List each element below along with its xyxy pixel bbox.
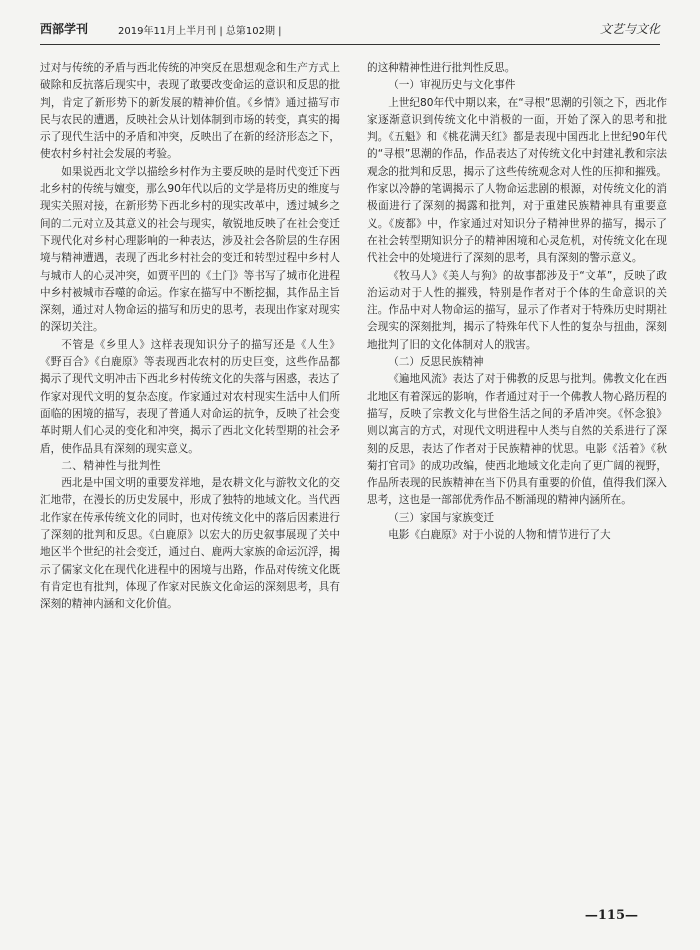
running-header: [40, 20, 660, 45]
page-number: —115—: [584, 908, 638, 923]
paragraph: 不管是《乡里人》这样表现知识分子的描写还是《人生》《野百合》《白鹿原》等表现西北农村的历史巨变，这些作品都揭示了现代文明冲击下西北乡村传统文化的失落与困惑，表达了作家对现代文明的复杂态度。作家通过对农村现实生活中人们所面临的困境的描写，表现了普通人对命运的抗争，反映了社会变革时期人们心灵的变化和冲突，揭示了西北文化转型期的社会矛盾，使作品具有深刻的现实意义。: [40, 338, 340, 455]
right-column: [367, 60, 667, 544]
section-heading: 二、精神性与批判性: [61, 459, 162, 472]
left-column: [40, 60, 340, 614]
paragraph: 的这种精神性进行批判性反思。: [367, 62, 516, 74]
subsection-heading: （二）反思民族精神: [388, 356, 484, 369]
paragraph: 过对与传统的矛盾与西北传统的冲突反在思想观念和生产方式上破除和反抗落后现实中，表现了敢要改变命运的意识和反思的批判，肯定了新形势下的新发展的精神价值。《乡情》通过描写市民与农民的遭遇，反映社会从计划体制到市场的转变，真实的揭示了现代生活中的矛盾和冲突，反映出了在新的经济形态之下，使农村乡村社会发展的考验。: [40, 62, 340, 161]
journal-logo: 西部学刊: [40, 22, 89, 36]
paragraph: 如果说西北文学以描绘乡村作为主要反映的是时代变迁下西北乡村的传统与嬗变，那么90年代以后的文学是将历史的维度与现实关照对接，在新形势下西北乡村的现实改革中，透过城乡之间的二元对立及其意义的社会与现实，敏锐地反映了在社会变迁下现代化对乡村心理影响的一种表达，涉及社会各阶层的生存困境与精神遭遇，表现了西北乡村社会的变迁和转型过程中乡村人与城市人的心灵冲突，如贾平凹的《土门》等书写了城市化进程中乡村被城市吞噬的命运。作家在描写中不断挖掘，其作品主旨深刻，通过对人物命运的描写和历史的思考，表现出作家对现实的深切关注。: [40, 165, 340, 334]
paragraph: 《遍地风流》表达了对于佛教的反思与批判。佛教文化在西北地区有着深远的影响，作者通过对于一个佛教人物心路历程的描写，反映了宗教文化与世俗生活之间的矛盾冲突。《怀念狼》则以寓言的方式，对现代文明进程中人类与自然的关系进行了深刻的反思，表达了作者对于民族精神的忧思。电影《活着》《秋菊打官司》的成功改编，使西北地域文化走向了更广阔的视野，作品所表现的民族精神在当下仍具有重要的价值，值得我们深入思考，这也是一部部优秀作品不断涌现的精神内涵所在。: [367, 373, 667, 507]
journal-issue-info: 2019年11月上半月刊 | 总第102期 |: [118, 26, 282, 37]
paragraph: 上世纪80年代中期以来，在“寻根”思潮的引领之下，西北作家逐渐意识到传统文化中消极的一面，开始了深入的思考和批判。《五魁》和《桃花满天红》都是表现中国西北上世纪90年代的“寻根”思潮的作品，作品表达了对传统文化中封建礼教和宗法观念的批判和反思，揭示了这些传统观念对人性的压抑和摧残。作家以冷静的笔调揭示了人物命运悲剧的根源，对传统文化的消极面进行了深刻的揭露和批判，对于重建民族精神具有重要意义。《废都》中，作家通过对知识分子精神世界的描写，揭示了在社会转型期知识分子的精神困境和心灵危机，对传统文化在现代社会中的处境进行了深刻的思考，具有深刻的警示意义。: [367, 96, 667, 265]
paragraph: 西北是中国文明的重要发祥地，是农耕文化与游牧文化的交汇地带，在漫长的历史发展中，形成了独特的地域文化。当代西北作家在传承传统文化的同时，也对传统文化中的落后因素进行了深刻的批判和反思。《白鹿原》以宏大的历史叙事展现了关中地区半个世纪的社会变迁，通过白、鹿两大家族的命运沉浮，揭示了儒家文化在现代化进程中的困境与出路，作品对传统文化既有肯定也有批判，体现了作家对民族文化命运的深刻思考，具有深刻的精神内涵和文化价值。: [40, 477, 340, 611]
column-name: 文艺与文化: [599, 22, 660, 36]
paragraph: 《牧马人》《美人与狗》的故事都涉及于“文革”，反映了政治运动对于人性的摧残，特别是作者对于个体的生命意识的关注。作品中对人物命运的描写，显示了作者对于特殊历史时期社会现实的深刻批判，揭示了特殊年代下人性的复杂与扭曲，深刻地批判了旧的文化体制对人的戕害。: [367, 269, 667, 351]
subsection-heading: （三）家国与家族变迁: [388, 511, 495, 524]
subsection-heading: （一）审视历史与文化事件: [388, 79, 516, 92]
paragraph: 电影《白鹿原》对于小说的人物和情节进行了大: [388, 529, 611, 542]
